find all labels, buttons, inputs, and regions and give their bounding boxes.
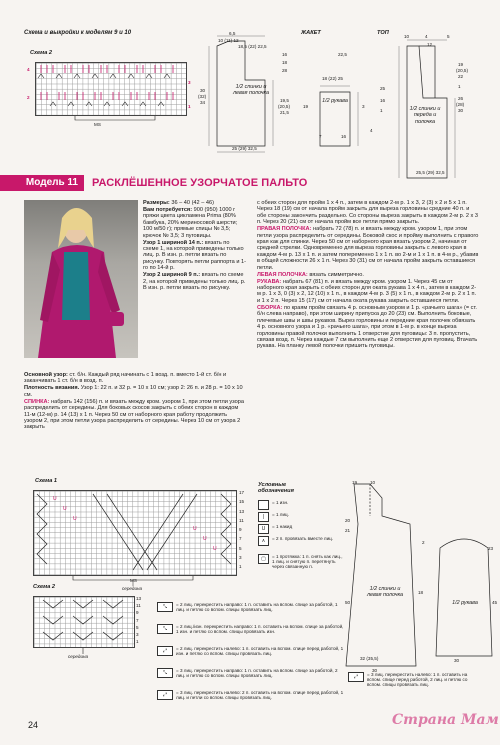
legend-text: = 3 лиц. перекрестить налево: 1 п. оставить на вспом. спице перед работой, 2 лиц. и петлю со вспом. спицы провязать лиц. (367, 672, 468, 688)
legend-item (258, 524, 344, 534)
jacket-dim: (20,5) (278, 104, 291, 109)
top-dim: 22 (458, 74, 464, 79)
top-scheme-ms-bracket (35, 114, 185, 128)
top-scheme-symbols (35, 62, 185, 114)
top-scheme-label: Схема 2 (30, 50, 53, 56)
text-block-pattern2: Узор 2 шириной 9 п.: вязать по схеме 2, на которой приведены только лиц. р. В изн. р. петли вязать по рисунку. (143, 272, 246, 292)
legend-text: = 2 лиц. перекрестить налево: 1 п. оставить на вспом. спице перед работой, 1 изн. и петлю со вспом. спицы провязать лиц. (176, 646, 344, 657)
pattern-dim: 20 (345, 518, 351, 523)
jacket-dim: (32) (198, 94, 207, 99)
svg-text:U: U (63, 506, 67, 512)
pattern-dim: 30 (372, 668, 378, 673)
right-column-text (257, 200, 479, 350)
jacket-dim: 21,5 (280, 110, 289, 115)
pattern-dim: 32 (35,5) (360, 656, 379, 661)
pattern-dim: 21 (345, 528, 351, 533)
pattern-dim: 18 (418, 590, 424, 595)
jacket-dim: 19,5 (280, 98, 289, 103)
jacket-dim: 7 (319, 134, 322, 139)
pattern-dim: 50 (345, 600, 351, 605)
pattern-sleeve-label: 1/2 рукава (452, 600, 478, 606)
pattern-dim: 30 (454, 658, 460, 663)
jacket-dim: 18,5 (22) 22,5 (238, 44, 267, 49)
cable-3-left-alt-icon: ⤢ (348, 672, 364, 682)
scheme2-label: Схема 2 (33, 584, 56, 590)
top-dim: 25,5 (29) 32,5 (416, 170, 445, 175)
legend-text: = 3 лиц. перекрестить направо: 1 п. оставить на вспом. спице за работой, 2 лиц. и петлю со вспом. спицы провязать лиц. (176, 668, 338, 679)
jacket-dim: 16 (380, 98, 386, 103)
legend-symbol: ▢ (258, 554, 269, 564)
top-dim: 26 (458, 96, 464, 101)
model-title-bar (0, 175, 500, 191)
top-title: ТОП (377, 30, 389, 36)
scheme1-center: середина (122, 586, 143, 591)
model-photo (24, 200, 138, 358)
text-block-left-front: ЛЕВАЯ ПОЛОЧКА: вязать симметрично. (257, 271, 364, 278)
legend-text: = 1 лиц. (272, 512, 289, 517)
scheme1-symbols (33, 490, 235, 574)
legend-cable-item (157, 690, 344, 700)
jacket-dim: 34 (200, 100, 206, 105)
svg-text:U: U (193, 526, 197, 532)
top-dim: 4 (425, 34, 428, 39)
top-front-label: 1/2 спинки и переда и полочка (409, 106, 441, 125)
top-dim: (20,5) (456, 68, 469, 73)
legend-symbol: | (258, 512, 269, 522)
jacket-dim: 25 (29) 32,5 (232, 146, 257, 151)
jacket-dim: 18 (22) 25 (322, 76, 343, 81)
svg-text:U: U (53, 496, 57, 502)
pattern-dim: 2 (422, 540, 425, 545)
legend-cable-item (157, 602, 344, 612)
legend-item (258, 554, 344, 570)
top-dim: 30 (458, 108, 464, 113)
pattern-pieces (340, 476, 500, 676)
scheme1-label: Схема 1 (35, 478, 58, 484)
model-number: Модель 11 (0, 175, 84, 191)
top-dim: 5 (447, 34, 450, 39)
legend-cable-item (157, 624, 344, 634)
jacket-dim: 25 (380, 86, 386, 91)
jacket-dim: 3 (362, 104, 365, 109)
jacket-dim: 6,5 (229, 31, 236, 36)
header-title: Схема и выкройки к моделям 9 и 10 (24, 30, 132, 36)
row-number-2: 2 (27, 95, 30, 100)
top-dim: 12 (427, 42, 433, 47)
legend-symbol: U (258, 524, 269, 534)
scheme2-row-numbers: 13 11 9 7 5 3 1 (136, 596, 142, 645)
jacket-dim: 22,5 (338, 52, 347, 57)
text-block-pattern1: Узор 1 шириной 14 п.: вязать по схеме 1, на которой приведены только лиц. р. В изн. р. петли вязать по рисунку. Повторять петли раппорта и 1-го по 14-й р. (143, 239, 247, 272)
scheme2-symbols (33, 596, 133, 646)
legend-text: = 3 лиц. перекрестить налево: 2 п. оставить на вспом. спице перед работой, 1 лиц. и петли со вспом. спицы провязать лиц. (176, 690, 344, 701)
text-block-back-cont: с обеих сторон для пройм 1 х 4 п., затем в каждом 2-м р. 1 х 3, 2 (3) х 2 и 5 х 1 п. Через 18 (19) см от начала пройм закрыть для выреза горловины средние 40 п. и обе стороны закончить раздельно. Со стороны выреза закрыть в каждом 2-м р. 2 х 3 п. Через 20 (21) см от начала пройм все петли прямо закрыть. (257, 200, 478, 226)
pattern-dim: 10 (370, 480, 376, 485)
text-block-sizes: Размеры: 36 – 40 (42 – 46) (143, 200, 214, 206)
scheme2-center: середина (68, 654, 89, 659)
top-dim: 19 (458, 62, 464, 67)
text-block-sleeves: РУКАВА: набрать 67 (81) п. и вязать между кром. узором 1. Через 45 см от наборного края закрыть с обеих сторон для оката рукава 1 х 4 п., затем в каждом 2-м р. 1 х 3, 0 (3) х 2, 12 (10) х 1 п., в каждом 4-м р. 3 (5) х 1 п., в каждом 2-м р. 2 х 1 п. и 1 х 2 п. Через 15 (17) см от начала оката рукава закрыть оставшиеся петли. (257, 278, 477, 304)
legend-item (258, 500, 344, 510)
legend-item (258, 512, 344, 522)
legend-text: = 2 п. провязать вместе лиц. (272, 536, 334, 541)
page-number: 24 (28, 720, 39, 730)
svg-text:U: U (73, 516, 77, 522)
row-number-3: 3 (188, 80, 191, 85)
svg-text:U: U (203, 536, 207, 542)
jacket-dim: 1 (380, 108, 383, 113)
model-subtitle: РАСКЛЁШЕННОЕ УЗОРЧАТОЕ ПАЛЬТО (92, 177, 308, 189)
cable-3-right-icon: ⤡ (157, 668, 173, 678)
scheme1-ms: MS (130, 578, 137, 583)
legend-text: = 1 изн. (272, 500, 289, 505)
legend-title: Условные обозначения (258, 482, 294, 495)
row-number-1: 1 (188, 104, 191, 109)
watermark: Страна Мам (392, 712, 499, 728)
left-column-bottom (24, 372, 246, 431)
top-dim: 1 (458, 84, 461, 89)
row-number-4: 4 (27, 67, 30, 72)
jacket-back-label: 1/2 спинки и левая полочка (232, 84, 270, 97)
top-dim: (28) (456, 102, 465, 107)
jacket-sleeve-label: 1/2 рукава (322, 98, 348, 104)
legend-cable-item (157, 646, 344, 656)
cable-left-icon: ⤢ (157, 646, 173, 656)
svg-text:U: U (213, 546, 217, 552)
top-scheme-ms: MS (94, 122, 101, 127)
pattern-back-label: 1/2 спинки и левая полочка (366, 586, 404, 599)
jacket-dim: 30 (200, 88, 206, 93)
legend-symbol: ∧ (258, 536, 269, 546)
jacket-dim: 4 (370, 128, 373, 133)
jacket-dim: 19 (303, 104, 309, 109)
legend-text: = 2 лиц./изн. перекрестить направо: 1 п. оставить на вспом. спице за работой, 1 изн. и петлю со вспом. спицы провязать изн. (176, 624, 344, 635)
legend-text: = 1 протяжка: 1 п. снять как лиц., 1 лиц. и снятую п. перетянуть через связанную п. (272, 554, 343, 570)
cable-right-purl-icon: ⤡ (157, 624, 173, 634)
text-block-back: СПИНКА: набрать 142 (156) п. и вязать между кром. узором 1, при этом петли узора распределить от середины. Для боковых скосов закрыть с обеих сторон в каждом 11-м (12-м) р. 14 (13) х 1 п. Через 50 см от наборного края работу продолжить узором 2, при этом петли узора распределить от середины. Через 10 см от узора 2 закрыть (24, 398, 245, 431)
legend-text: = 1 накид (272, 524, 293, 529)
cable-right-icon: ⤡ (157, 602, 173, 612)
legend-text: = 2 лиц. перекрестить направо: 1 п. оставить на вспом. спице за работой, 1 лиц. и петлю со вспом. спицы провязать лиц. (176, 602, 338, 613)
jacket-dim: 16 (341, 134, 347, 139)
jacket-dim: 16 (282, 52, 288, 57)
left-column-text (143, 200, 246, 292)
cable-3-left-icon: ⤢ (157, 690, 173, 700)
legend-cable-item (157, 668, 344, 678)
model-figure (24, 200, 138, 358)
jacket-dim: 10 (11) 12 (218, 38, 239, 43)
jacket-dim: 18 (282, 60, 288, 65)
pattern-dim: 23 (488, 546, 494, 551)
text-block-main-pattern: Основной узор: ст. б/н. Каждый ряд начинать с 1 возд. п. вместо 1-й ст. б/н и заканчивать 1 ст. б/н в возд. п. (24, 372, 227, 385)
legend-item (258, 536, 344, 546)
text-block-gauge: Плотность вязания. Узор 1: 22 п. и 32 р. = 10 х 10 см; узор 2: 26 п. и 28 р. = 10 х 10 см. (24, 385, 243, 398)
pattern-dim: 19 (352, 480, 358, 485)
pattern-dim: 45 (492, 600, 498, 605)
text-block-right-front: ПРАВАЯ ПОЛОЧКА: набрать 72 (78) п. и вязать между кром. узором 1, при этом петли узора распределить от середины. Боковой скос и пройму выполнить с правого края как для спинки. Через 50 см от наборного края вязать узором 2, начиная от средней стрелки. Одновременно для выреза горловины закрыть с левого края в каждом 4-м р. 13 х 1 п. и затем попеременно 1 х 1 п. во 2-м и 1 х 1 п. в 4-м р., убавив в общей сложности 26 х 1 п. Через 30 (31) см от начала пройм закрыть оставшиеся петли. (257, 226, 479, 271)
text-block-assembly: СБОРКА: по краям пройм связать 4 р. основным узором и 1 р. «рачьего шага» (= ст. б/н слева направо), при этом ширину припуска до 20 (23) см. Выполнить боковые, плечевые швы и швы рукавов. Вырез горловины и передние края полочек обвязать 4 р. основного узора и 1 р. «рачьего шага», при этом в 1-м р. в конце выреза горловины правой полочки выполнить 1 отверстие для пуговицы: 3 п. пропустить, связав возд. п. Через каждые 7 см выполнить еще 2 отверстия для пуговиц. Втачать рукава. На планку левой полочки пришить пуговицы. (257, 304, 478, 350)
jacket-title: ЖАКЕТ (301, 30, 321, 36)
top-dim: 10 (404, 34, 410, 39)
legend-symbol (258, 500, 269, 510)
text-block-materials: Вам потребуется: 900 (950) 1000 г пряжи цвета цикламена Prima (80% бамбука, 20% мериносовой шерсти; 100 м/50 г); прямые спицы № 3,5; крючок № 3,5; 3 пуговицы. (143, 207, 238, 239)
legend-list (258, 500, 351, 600)
jacket-dim: 28 (282, 68, 288, 73)
scheme1-row-numbers: 17 15 13 11 9 7 5 3 1 (239, 490, 245, 570)
